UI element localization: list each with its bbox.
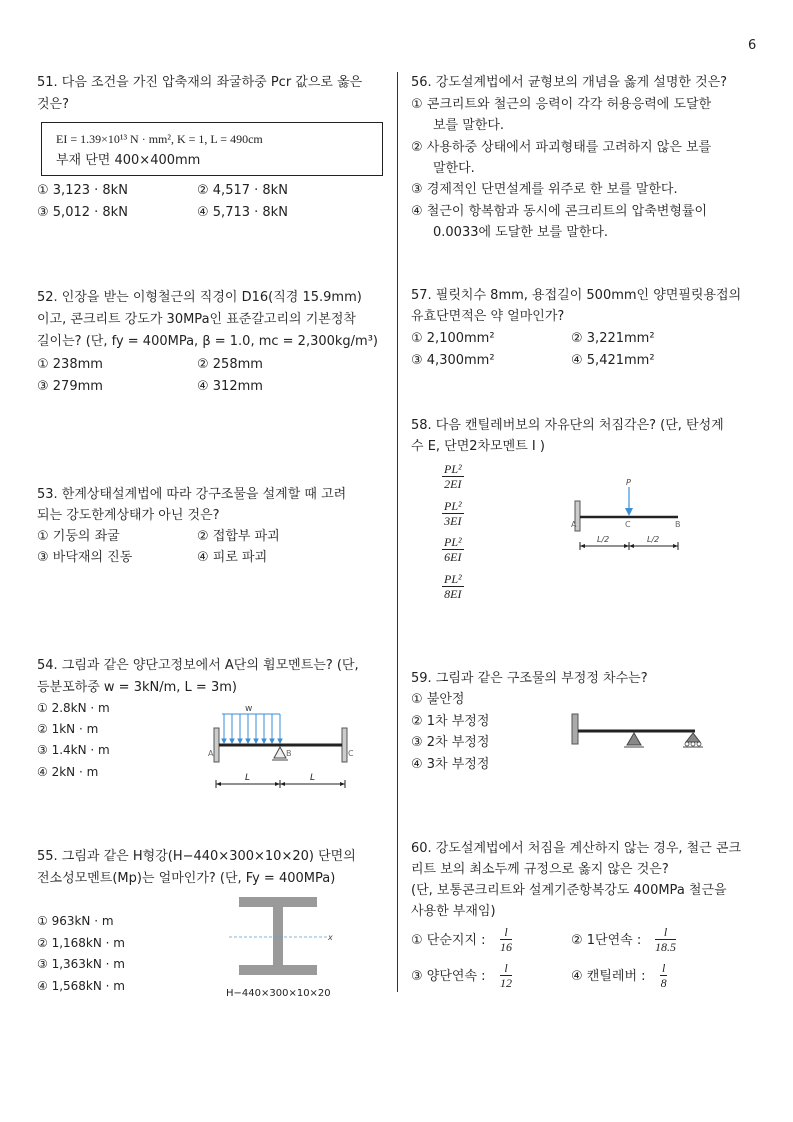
q51-stem-line-2: 것은? — [37, 97, 70, 112]
q52-choice-1[interactable]: ① 238mm — [37, 357, 103, 372]
q51-choice-1[interactable]: ① 3,123 · 8kN — [37, 183, 128, 198]
q56-choice-3[interactable]: ③ 경제적인 단면설계를 위주로 한 보를 말한다. — [411, 182, 678, 197]
q55-choice-2[interactable]: ② 1,168kN · m — [37, 936, 125, 950]
q54-label-b: B — [286, 749, 292, 758]
q60-stem-line-4: 사용한 부재임) — [411, 904, 496, 919]
q60-stem-line-3: (단, 보통콘크리트와 설계기준항복강도 400MPa 철근을 — [411, 883, 727, 898]
q52-stem-line-1: 52. 인장을 받는 이형철근의 직경이 D16(직경 15.9mm) — [37, 290, 362, 305]
q58-choice-1[interactable] — [442, 462, 464, 491]
q55-axis-label: x — [328, 933, 333, 942]
q58-cantilever-figure — [565, 475, 690, 555]
q55-choice-4[interactable]: ④ 1,568kN · m — [37, 979, 125, 993]
q52-stem-line-3: 길이는? (단, fy = 400MPa, β = 1.0, mc = 2,300kg/m³) — [37, 334, 378, 349]
q59-choice-1[interactable]: ① 불안정 — [411, 692, 465, 707]
q60-choice-2-den: 18.5 — [655, 940, 676, 954]
q54-dim-label-1: L — [245, 773, 251, 783]
q58-choice-4-den: 8EI — [444, 587, 462, 601]
q52-choice-4[interactable]: ④ 312mm — [197, 379, 263, 394]
q58-dim-label-1: L/2 — [597, 535, 610, 544]
column-divider — [397, 72, 398, 992]
q60-choice-3-num: l — [500, 961, 512, 976]
q59-choice-3[interactable]: ③ 2차 부정정 — [411, 735, 490, 750]
q54-choice-2[interactable]: ② 1kN · m — [37, 722, 99, 736]
q54-choice-4[interactable]: ④ 2kN · m — [37, 765, 99, 779]
q58-dim-label-2: L/2 — [647, 535, 660, 544]
q54-dim-label-2: L — [310, 773, 316, 783]
page-number: 6 — [748, 38, 757, 53]
q55-stem-line-2: 전소성모멘트(Mp)는 얼마인가? (단, Fy = 400MPa) — [37, 871, 336, 886]
q55-choice-3[interactable]: ③ 1,363kN · m — [37, 957, 125, 971]
q58-choice-2-num: PL² — [444, 499, 462, 513]
q56-choice-1[interactable]: ① 콘크리트와 철근의 응력이 각각 허용응력에 도달한 — [411, 97, 712, 112]
q56-choice-4-cont: 0.0033에 도달한 보를 말한다. — [433, 225, 609, 240]
q60-choice-4[interactable]: ④ 캔틸레버 : — [571, 969, 646, 984]
q56-choice-2[interactable]: ② 사용하중 상태에서 파괴형태를 고려하지 않은 보를 — [411, 140, 712, 155]
q54-label-c: C — [348, 749, 354, 758]
q57-choice-1[interactable]: ① 2,100mm² — [411, 331, 495, 346]
q58-stem-line-1: 58. 다음 캔틸레버보의 자유단의 처짐각은? (단, 탄성계 — [411, 418, 724, 433]
q58-choice-1-den: 2EI — [444, 477, 462, 491]
q52-stem-line-2: 이고, 콘크리트 강도가 30MPa인 표준갈고리의 기본정착 — [37, 312, 356, 327]
q56-choice-1-cont: 보를 말한다. — [433, 118, 505, 133]
q54-label-a: A — [208, 749, 214, 758]
q54-stem-line-2: 등분포하중 w = 3kN/m, L = 3m) — [37, 680, 237, 695]
q58-choice-3-den: 6EI — [444, 550, 462, 564]
q53-choice-2[interactable]: ② 접합부 파괴 — [197, 529, 280, 544]
q59-structure-figure — [568, 710, 708, 755]
q56-stem: 56. 강도설계법에서 균형보의 개념을 옳게 설명한 것은? — [411, 75, 728, 90]
q60-stem-line-1: 60. 강도설계법에서 처짐을 계산하지 않는 경우, 철근 콘크 — [411, 841, 742, 856]
q60-choice-4-den: 8 — [660, 976, 667, 990]
q60-stem-line-2: 리트 보의 최소두께 규정으로 옳지 않은 것은? — [411, 862, 669, 877]
q54-choice-3[interactable]: ③ 1.4kN · m — [37, 743, 110, 757]
q51-box-line-1: EI = 1.39×10¹³ N · mm², K = 1, L = 490cm — [56, 132, 263, 146]
q54-fixed-beam-figure — [200, 700, 360, 795]
q60-choice-2-num: l — [655, 925, 676, 940]
q55-figure-caption: H−440×300×10×20 — [226, 988, 331, 999]
q60-choice-4-frac — [660, 961, 667, 990]
q59-stem: 59. 그림과 같은 구조물의 부정정 차수는? — [411, 671, 648, 686]
q58-load-label: P — [626, 478, 631, 487]
q58-choice-3[interactable] — [442, 535, 464, 564]
q60-choice-1-num: l — [500, 925, 512, 940]
q51-box-line-2: 부재 단면 400×400mm — [56, 153, 201, 168]
q60-choice-3[interactable]: ③ 양단연속 : — [411, 969, 486, 984]
q52-choice-2[interactable]: ② 258mm — [197, 357, 263, 372]
q58-choice-4[interactable] — [442, 572, 464, 601]
q59-choice-4[interactable]: ④ 3차 부정정 — [411, 757, 490, 772]
q58-label-c: C — [625, 520, 631, 529]
q54-stem-line-1: 54. 그림과 같은 양단고정보에서 A단의 휨모멘트는? (단, — [37, 658, 359, 673]
q60-choice-2-frac — [655, 925, 676, 954]
q54-choice-1[interactable]: ① 2.8kN · m — [37, 701, 110, 715]
q58-choice-4-num: PL² — [444, 572, 462, 586]
q57-stem-line-2: 유효단면적은 약 얼마인가? — [411, 309, 565, 324]
q53-stem-line-2: 되는 강도한계상태가 아닌 것은? — [37, 508, 220, 523]
q58-choice-3-num: PL² — [444, 535, 462, 549]
q58-label-b: B — [675, 520, 681, 529]
q54-load-label: w — [245, 704, 253, 714]
q59-choice-2[interactable]: ② 1차 부정정 — [411, 714, 490, 729]
q57-stem-line-1: 57. 필릿치수 8mm, 용접길이 500mm인 양면필릿용접의 — [411, 288, 742, 303]
q53-stem-line-1: 53. 한계상태설계법에 따라 강구조물을 설계할 때 고려 — [37, 487, 347, 502]
q56-choice-4[interactable]: ④ 철근이 항복함과 동시에 콘크리트의 압축변형률이 — [411, 204, 708, 219]
q55-choice-1[interactable]: ① 963kN · m — [37, 914, 114, 928]
q55-h-section-figure — [225, 893, 345, 983]
q51-choice-4[interactable]: ④ 5,713 · 8kN — [197, 205, 288, 220]
q60-choice-1-den: 16 — [500, 940, 512, 954]
q60-choice-1[interactable]: ① 단순지지 : — [411, 933, 486, 948]
q57-choice-4[interactable]: ④ 5,421mm² — [571, 353, 655, 368]
q58-stem-line-2: 수 E, 단면2차모멘트 I ) — [411, 439, 545, 454]
q51-choice-2[interactable]: ② 4,517 · 8kN — [197, 183, 288, 198]
q53-choice-1[interactable]: ① 기둥의 좌굴 — [37, 529, 120, 544]
q58-label-a: A — [571, 520, 577, 529]
q51-choice-3[interactable]: ③ 5,012 · 8kN — [37, 205, 128, 220]
q60-choice-3-den: 12 — [500, 976, 512, 990]
q58-choice-2[interactable] — [442, 499, 464, 528]
q60-choice-1-frac — [500, 925, 512, 954]
q60-choice-2[interactable]: ② 1단연속 : — [571, 933, 642, 948]
q53-choice-4[interactable]: ④ 피로 파괴 — [197, 550, 268, 565]
q52-choice-3[interactable]: ③ 279mm — [37, 379, 103, 394]
q57-choice-2[interactable]: ② 3,221mm² — [571, 331, 655, 346]
q53-choice-3[interactable]: ③ 바닥재의 진동 — [37, 550, 133, 565]
q58-choice-2-den: 3EI — [444, 514, 462, 528]
q57-choice-3[interactable]: ③ 4,300mm² — [411, 353, 495, 368]
q60-choice-3-frac — [500, 961, 512, 990]
q55-stem-line-1: 55. 그림과 같은 H형강(H−440×300×10×20) 단면의 — [37, 849, 356, 864]
q56-choice-2-cont: 말한다. — [433, 161, 475, 176]
q58-choice-1-num: PL² — [444, 462, 462, 476]
q60-choice-4-num: l — [662, 961, 666, 975]
q51-stem-line-1: 51. 다음 조건을 가진 압축재의 좌굴하중 Pcr 값으로 옳은 — [37, 75, 363, 90]
